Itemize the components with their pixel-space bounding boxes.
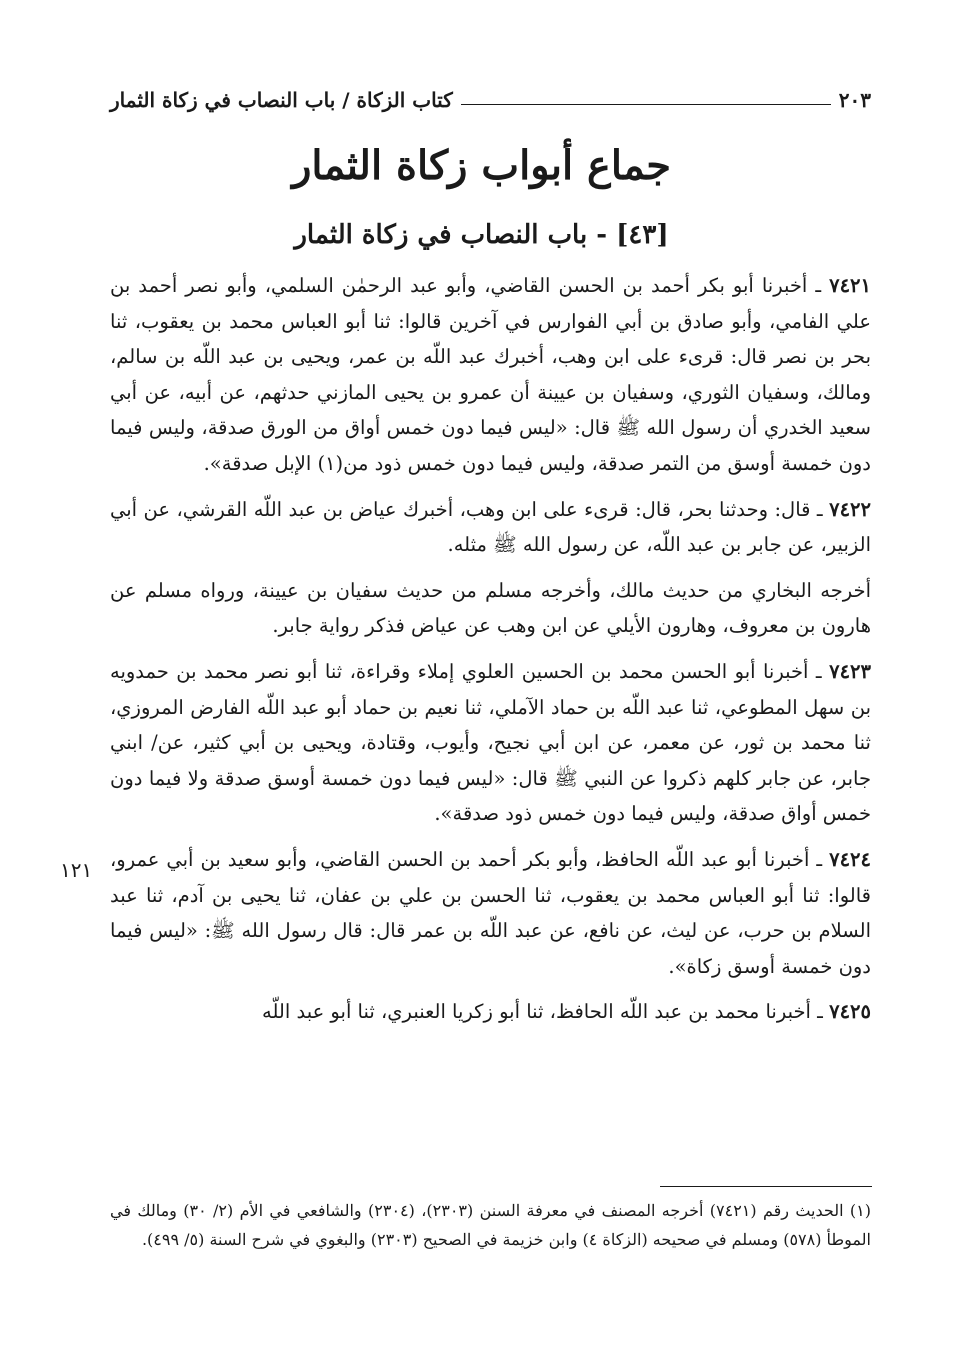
hadith-text: ـ أخبرنا أبو عبد اللّه الحافظ، وأبو بكر أحمد بن الحسن القاضي، وأبو سعيد بن أبي عمرو، قالوا: ثنا أبو العباس محمد بن يعقوب، ثنا الحسن بن علي بن عفان، ثنا يحيى بن آدم، ثنا عبد السلام بن حرب، عن ليث، عن نافع، عن عبد اللّه بن عمر قال: قال رسول الله ﷺ: «ليس فيما دون خمسة أوسق زكاة». — [110, 847, 871, 978]
hadith-text: ـ قال: وحدثنا بحر، قال: قرىء على ابن وهب، أخبرك عياض بن عبد اللّه القرشي، عن أبي الزبير، عن جابر بن عبد اللّه، عن رسول الله ﷺ مثله. — [110, 497, 871, 557]
hadith-paragraph — [110, 654, 871, 832]
hadith-number: ٧٤٢٥ — [829, 1000, 871, 1024]
header-rule — [461, 104, 831, 105]
footnotes — [110, 1196, 871, 1254]
hadith-text: ـ أخبرنا أبو بكر أحمد بن الحسن القاضي، وأبو عبد الرحمٰن السلمي، وأبو نصر أحمد بن علي الفامي، وأبو صادق بن أبي الفوارس في آخرين قالوا: ثنا أبو العباس محمد بن يعقوب، ثنا بحر بن نصر قال: قرىء على ابن وهب، أخبرك عبد اللّه بن عمر، ويحيى بن عبد اللّه بن سالم، ومالك، وسفيان الثوري، وسفيان بن عيينة أن عمرو بن يحيى المازني حدثهم، عن أبيه، عن أبي سعيد الخدري أن رسول الله ﷺ قال: «ليس فيما دون خمس أواق من الورق صدقة، وليس فيما دون خمسة أوسق من التمر صدقة، وليس فيما دون خمس ذود من(١) الإبل صدقة». — [110, 274, 871, 475]
footnote-rule — [660, 1186, 872, 1187]
hadith-number: ٧٤٢١ — [829, 274, 871, 297]
hadith-paragraph — [110, 994, 871, 1030]
footnote: (١) الحديث رقم (٧٤٢١) أخرجه المصنف في معرفة السنن (٢٣٠٣)، (٢٣٠٤) والشافعي في الأم (٢/ ٣٠) ومالك في الموطأ (٥٧٨) ومسلم في صحيحه (الزكاة ٤) وابن خزيمة في الصحيح (٢٣٠٣) والبغوي في شرح السنة (٥/ ٤٩٩). — [110, 1201, 871, 1249]
running-header — [110, 76, 871, 112]
chapter-title: [٤٣] - باب النصاب في زكاة الثمار — [294, 220, 669, 250]
hadith-paragraph — [110, 268, 871, 482]
hadith-paragraph — [110, 492, 871, 563]
body-text — [110, 268, 871, 1040]
hadith-text: ـ أخبرنا محمد بن عبد اللّه الحافظ، ثنا أبو زكريا العنبري، ثنا أبو عبد اللّه — [262, 1000, 823, 1024]
hadith-number: ٧٤٢٤ — [829, 847, 871, 871]
takhrij-text: أخرجه البخاري من حديث مالك، وأخرجه مسلم من حديث سفيان بن عيينة، ورواه مسلم عن هارون بن معروف، وهارون الأيلي عن ابن وهب عن عياض فذكر رواية جابر. — [110, 578, 871, 638]
takhrij-paragraph — [110, 573, 871, 644]
margin-folio-note: ١٢١ — [60, 858, 93, 882]
page-number: ٢٠٣ — [838, 88, 871, 112]
hadith-number: ٧٤٢٣ — [829, 659, 871, 683]
running-title: كتاب الزكاة / باب النصاب في زكاة الثمار — [110, 88, 453, 112]
hadith-number: ٧٤٢٢ — [829, 497, 871, 521]
hadith-text: ـ أخبرنا أبو الحسن محمد بن الحسين العلوي إملاء وقراءة، ثنا أبو نصر محمد بن حمدويه بن سهل المطوعي، ثنا عبد اللّه بن حماد الآملي، ثنا نعيم بن حماد أبو عبد اللّه الفارض المروزي، ثنا محمد بن ثور، عن معمر، عن ابن أبي نجيح، وأيوب، وقتادة، ويحيى بن أبي كثير، عن/ ابني جابر، عن جابر كلهم ذكروا عن النبي ﷺ قال: «ليس فيما دون خمسة أوسق صدقة ولا فيما دون خمس أواق صدقة، وليس فيما دون خمس ذود صدقة». — [110, 659, 871, 826]
section-title: جماع أبواب زكاة الثمار — [292, 142, 671, 189]
hadith-paragraph — [110, 842, 871, 984]
